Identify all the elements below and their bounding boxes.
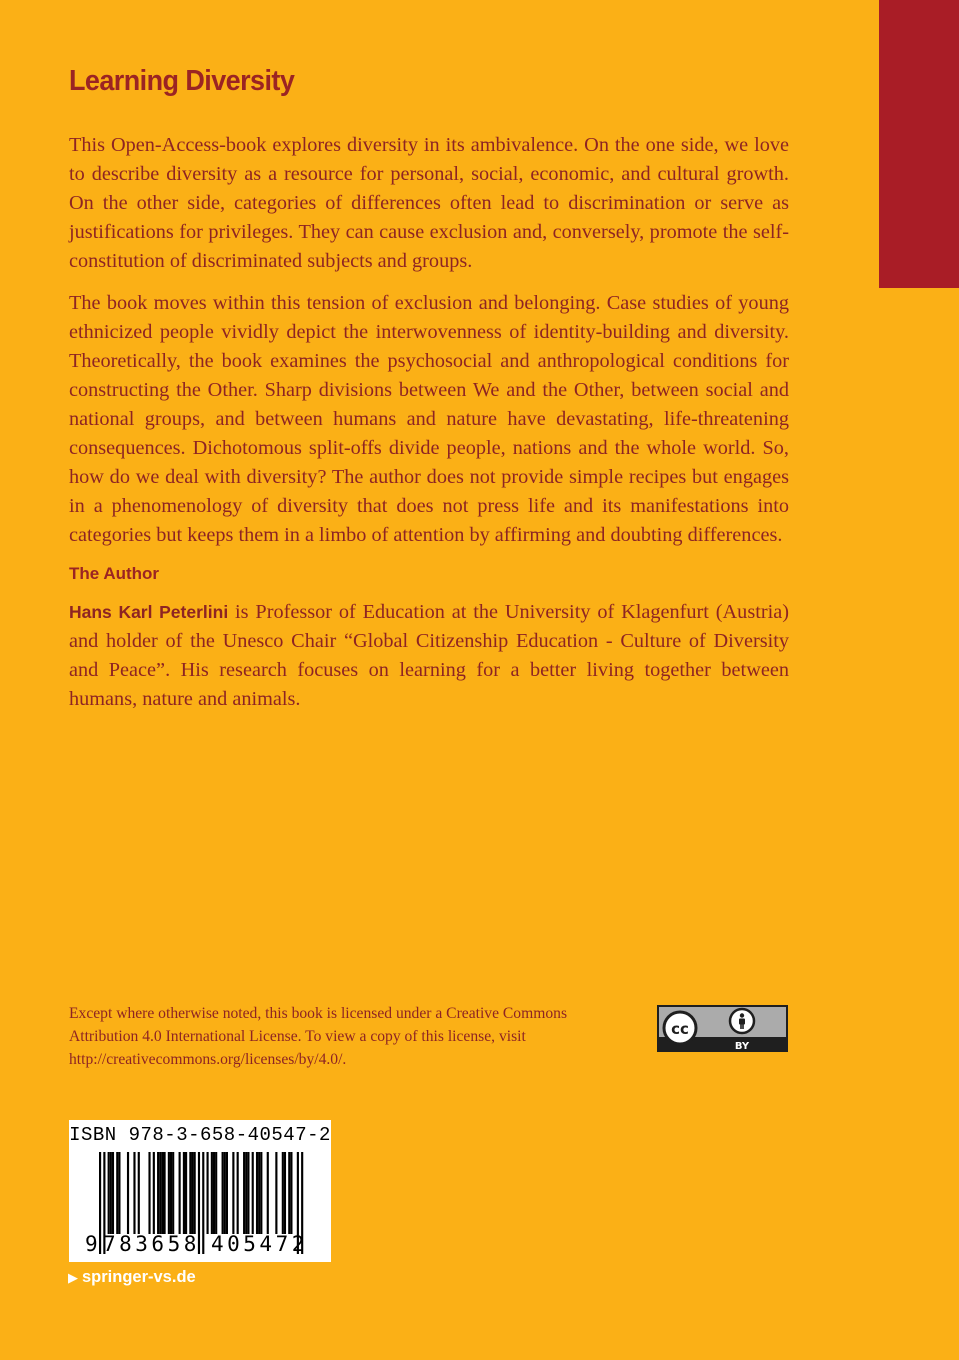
barcode-bar xyxy=(252,1152,254,1234)
cc-label: cc xyxy=(671,1020,689,1038)
barcode-bar xyxy=(191,1152,193,1234)
barcode-bar xyxy=(282,1152,284,1234)
creative-commons-icon xyxy=(664,1012,696,1044)
barcode-bar xyxy=(157,1152,159,1234)
barcode-bar xyxy=(258,1152,260,1234)
barcode-bar xyxy=(99,1152,101,1254)
barcode-bar xyxy=(284,1152,286,1234)
barcode-bar xyxy=(116,1152,118,1234)
attribution-person-icon xyxy=(730,1009,754,1033)
barcode-bar xyxy=(148,1152,150,1234)
barcode-bar xyxy=(168,1152,170,1234)
barcode-bar xyxy=(232,1152,234,1234)
website-label: springer-vs.de xyxy=(82,1268,196,1286)
barcode-bar xyxy=(267,1152,269,1234)
barcode-bar xyxy=(237,1152,239,1234)
author-name: Hans Karl Peterlini xyxy=(69,602,229,622)
barcode-bar xyxy=(164,1152,166,1234)
barcode-bar xyxy=(159,1152,161,1234)
arrow-right-icon: ▶ xyxy=(68,1269,78,1285)
blurb-paragraph-1: This Open-Access-book explores diversity in its ambivalence. On the one side, we love to describe diversity as a resource for personal, social, economic, and cultural growth. On the other side, categories of differences often lead to discrimination or serve as justifications for privileges. They can cause exclusion and, conversely, promote the self-constitution of discriminated subjects and groups. xyxy=(69,134,789,272)
barcode-bar xyxy=(161,1152,163,1234)
barcode-bar xyxy=(189,1152,191,1234)
barcode-bar xyxy=(211,1152,213,1234)
spine-color-band xyxy=(879,0,959,288)
author-bio-text: is Professor of Education at the University of Klagenfurt (Austria) and holder of the Unesco Chair “Global Citizenship Education - Culture of Diversity and Peace”. His research focuses on learning for a better living together between humans, nature and animals. xyxy=(69,601,789,710)
ean-first-digit: 9 xyxy=(85,1232,98,1256)
barcode-bar xyxy=(245,1152,247,1234)
barcode-bar xyxy=(247,1152,249,1234)
barcode-bar xyxy=(222,1152,224,1234)
barcode-bar xyxy=(153,1152,155,1234)
barcode-bar xyxy=(226,1152,228,1234)
license-notice: Except where otherwise noted, this book is licensed under a Creative Commons Attribution 4.0 International License. To view a copy of this license, visit http://creativecommons.org/licenses/by/4.0/. xyxy=(69,1005,568,1068)
author-bio xyxy=(69,598,789,714)
publisher-website[interactable] xyxy=(68,1268,196,1287)
barcode-bar xyxy=(179,1152,181,1234)
barcode-bar xyxy=(138,1152,140,1234)
barcode-bar xyxy=(194,1152,196,1234)
isbn-number: ISBN 978-3-658-40547-2 xyxy=(69,1124,331,1146)
barcode-bar xyxy=(213,1152,215,1234)
barcode-bar xyxy=(112,1152,114,1234)
ean-left-digits: 783658 xyxy=(103,1232,200,1256)
barcode-bar xyxy=(215,1152,217,1234)
book-title: Learning Diversity xyxy=(69,65,295,97)
barcode-bar xyxy=(243,1152,245,1234)
isbn-barcode xyxy=(69,1120,331,1262)
barcode-bar xyxy=(256,1152,258,1234)
barcode-bar xyxy=(185,1152,187,1234)
blurb xyxy=(69,131,789,727)
barcode-bar xyxy=(183,1152,185,1234)
barcode-bar xyxy=(108,1152,110,1234)
author-heading: The Author xyxy=(69,564,160,583)
barcode-bar xyxy=(290,1152,292,1234)
barcode-bar xyxy=(127,1152,129,1234)
by-label: BY xyxy=(734,1041,750,1052)
barcode-bar xyxy=(118,1152,120,1234)
barcode-bar xyxy=(288,1152,290,1234)
barcode-bar xyxy=(207,1152,209,1234)
ean-right-digits: 405472 xyxy=(211,1232,308,1256)
blurb-paragraph-2: The book moves within this tension of exclusion and belonging. Case studies of young ethnicized people vividly depict the interwovenness of identity-building and diversity. Theoretically, the book examines the psychosocial and anthropological conditions for constructing the Other. Sharp divisions between We and the Other, between social and national groups, and between humans and nature have devastating, life-threatening consequences. Dichotomous split-offs divide people, nations and the whole world. So, how do we deal with diversity? The author does not provide simple recipes but engages in a phenomenology of diversity that does not press life and its manifestations into categories but keeps them in a limbo of attention by affirming and doubting differences. xyxy=(69,292,789,546)
barcode-bar xyxy=(133,1152,135,1234)
barcode-bar xyxy=(260,1152,262,1234)
barcode-bar xyxy=(110,1152,112,1234)
cc-by-badge xyxy=(657,1005,788,1052)
barcode-bar xyxy=(224,1152,226,1234)
barcode-bar xyxy=(275,1152,277,1234)
barcode-bar xyxy=(170,1152,172,1234)
barcode-bar xyxy=(172,1152,174,1234)
